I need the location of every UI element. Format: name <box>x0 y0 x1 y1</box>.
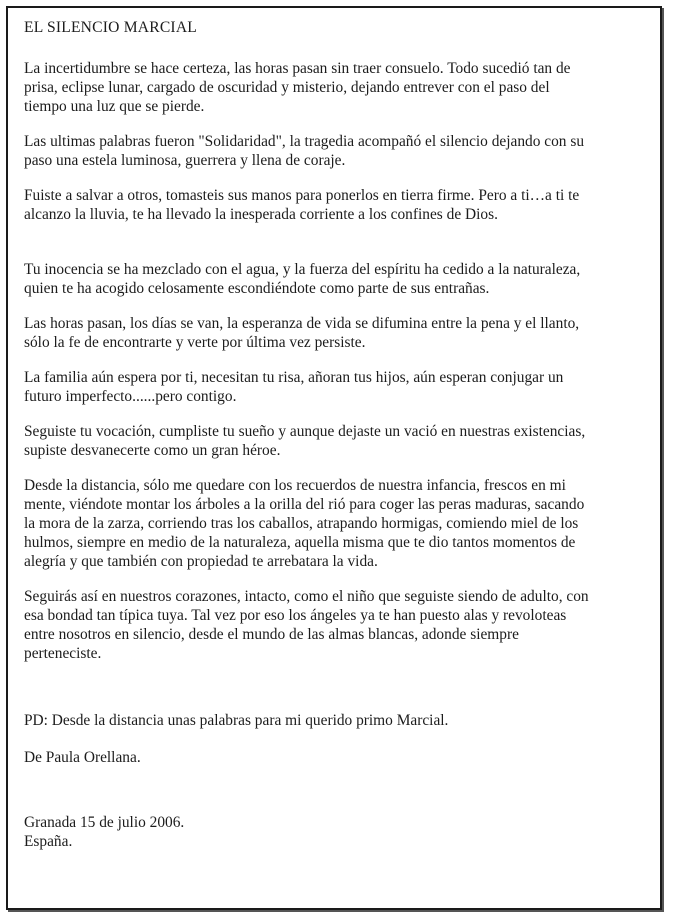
place-date: Granada 15 de julio 2006. España. <box>24 814 185 850</box>
paragraph-8: Desde la distancia, sólo me quedare con los recuerdos de nuestra infancia, frescos en mi mente, viéndote montar los árboles a la orilla del rió para coger las peras maduras, sacando la mora de la zarza, corriendo tras los caballos, atrapando hormigas, comiendo miel de los hulmos, siempre en medio de la naturaleza, aquella misma que te dio tantos momentos de alegría y que también con propiedad te arrebatara la vida. <box>24 477 585 570</box>
paragraph-9: Seguirás así en nuestros corazones, intacto, como el niño que seguiste siendo de adulto, con esa bondad tan típica tuya. Tal vez por eso los ángeles ya te han puesto alas y revoloteas entre nosotros en silencio, desde el mundo de las almas blancas, adonde siempre perteneciste. <box>24 588 589 662</box>
document-body <box>24 18 654 851</box>
document-title: EL SILENCIO MARCIAL <box>24 19 198 36</box>
paragraph-2: Las ultimas palabras fueron "Solidaridad", la tragedia acompañó el silencio dejando con su paso una estela luminosa, guerrera y llena de coraje. <box>24 133 585 169</box>
paragraph-4: Tu inocencia se ha mezclado con el agua, y la fuerza del espíritu ha cedido a la naturaleza, quien te ha acogido celosamente escondiéndote como parte de sus entrañas. <box>24 261 581 297</box>
signature: De Paula Orellana. <box>24 749 141 766</box>
paragraph-6: La familia aún espera por ti, necesitan tu risa, añoran tus hijos, aún esperan conjugar un futuro imperfecto......pero contigo. <box>24 369 564 405</box>
paragraph-5: Las horas pasan, los días se van, la esperanza de vida se difumina entre la pena y el llanto, sólo la fe de encontrarte y verte por última vez persiste. <box>24 315 580 351</box>
paragraph-7: Seguiste tu vocación, cumpliste tu sueño y aunque dejaste un vació en nuestras existencias, supiste desvanecerte como un gran héroe. <box>24 423 586 459</box>
paragraph-1: La incertidumbre se hace certeza, las horas pasan sin traer consuelo. Todo sucedió tan de prisa, eclipse lunar, cargado de oscuridad y misterio, dejando entrever con el paso del tiempo una luz que se pierde. <box>24 60 571 115</box>
document-page <box>6 6 662 910</box>
postscript: PD: Desde la distancia unas palabras para mi querido primo Marcial. <box>24 712 449 729</box>
paragraph-3: Fuiste a salvar a otros, tomasteis sus manos para ponerlos en tierra firme. Pero a ti…a ti te alcanzo la lluvia, te ha llevado la inesperada corriente a los confines de Dios. <box>24 187 580 223</box>
